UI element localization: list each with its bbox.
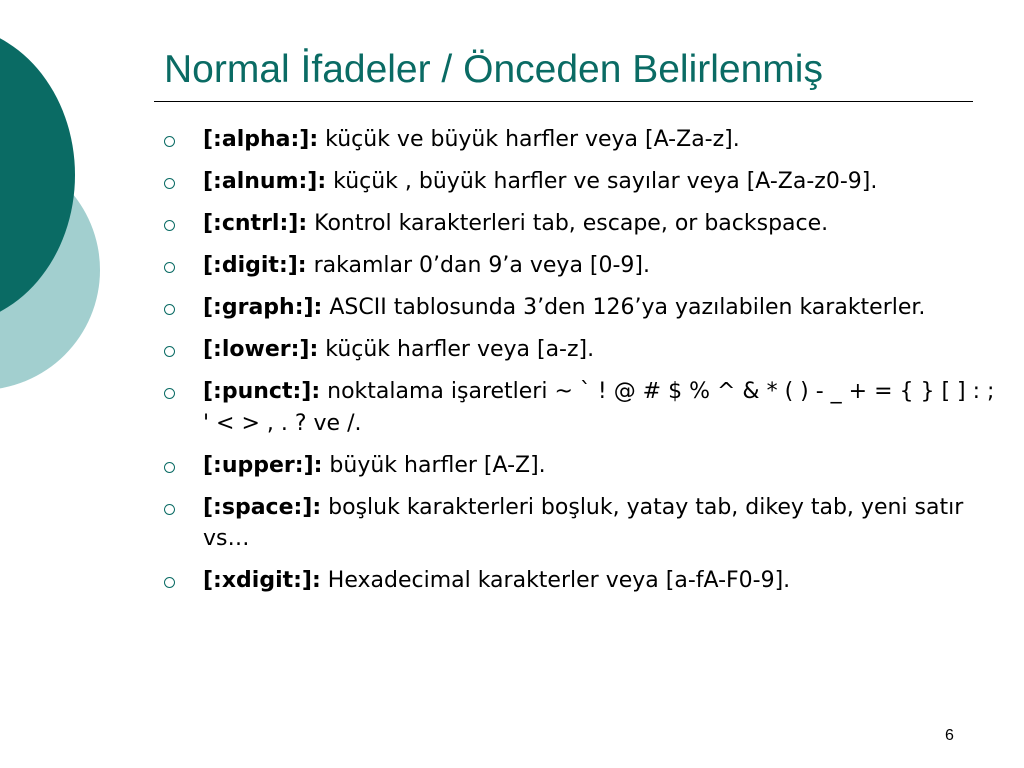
bullet-item-alpha [163,124,1003,156]
bullet-list [163,124,1003,607]
bullet-item-cntrl [163,208,1003,240]
bullet-text: küçük harfler veya [a-z]. [318,337,595,362]
bullet-term: [:alpha:]: [203,127,319,152]
bullet-item-alnum [163,166,1003,198]
bullet-item-space [163,492,1003,555]
bullet-item-digit [163,250,1003,282]
bullet-item-punct [163,376,1003,439]
bullet-item-lower [163,334,1003,366]
bullet-term: [:alnum:]: [203,169,327,194]
bullet-text: küçük ve büyük harfler veya [A-Za-z]. [318,127,740,152]
bullet-term: [:space:]: [203,494,322,520]
title-divider [154,101,973,102]
bullet-text: Hexadecimal karakterler veya [a-fA-F0-9]. [320,568,791,593]
circle-bullet-icon [164,388,175,399]
circle-bullet-icon [164,504,175,515]
bullet-term: [:lower:]: [203,337,319,362]
circle-bullet-icon [164,577,175,588]
bullet-text: küçük , büyük harfler ve sayılar veya [A-Za-z0-9]. [326,169,878,194]
circle-bullet-icon [164,136,175,147]
bullet-term: [:xdigit:]: [203,568,321,593]
circle-bullet-icon [164,304,175,315]
bullet-text: ASCII tablosunda 3’den 126’ya yazılabilen karakterler. [322,295,926,320]
circle-bullet-icon [164,462,175,473]
bullet-term: [:cntrl:]: [203,211,308,236]
bullet-term: [:upper:]: [203,452,323,478]
bullet-text: Kontrol karakterleri tab, escape, or backspace. [307,211,829,236]
bullet-text: büyük harfler [A-Z]. [322,452,546,478]
bullet-term: [:graph:]: [203,295,323,320]
bullet-term: [:digit:]: [203,253,307,278]
bullet-text: rakamlar 0’dan 9’a veya [0-9]. [306,253,651,278]
bullet-text: noktalama işaretleri ~ ` ! @ # $ % ^ & * ( ) - _ + = { } [ ] : ; ' < > , . ? ve /. [203,379,995,436]
bullet-term: [:punct:]: [203,379,321,404]
circle-bullet-icon [164,178,175,189]
page-number: 6 [945,727,954,744]
slide-title: Normal İfadeler / Önceden Belirlenmiş [164,48,823,91]
bullet-item-xdigit [163,565,1003,597]
bullet-text: boşluk karakterleri boşluk, yatay tab, dikey tab, yeni satır vs… [203,494,964,551]
circle-bullet-icon [164,262,175,273]
bullet-item-graph [163,292,1003,324]
circle-bullet-icon [164,220,175,231]
circle-bullet-icon [164,346,175,357]
bullet-item-upper [163,450,1003,482]
